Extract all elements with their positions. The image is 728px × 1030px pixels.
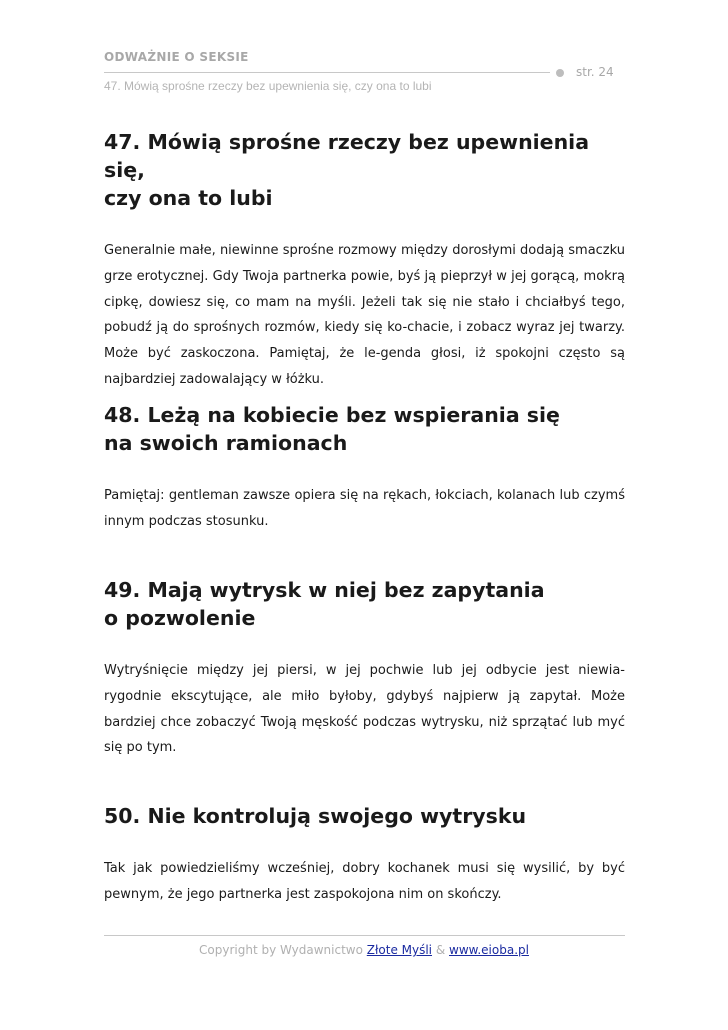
header-rule	[104, 72, 550, 73]
page-number: str. 24	[576, 65, 614, 79]
heading-line: o pozwolenie	[104, 606, 256, 630]
section-50	[104, 802, 625, 908]
running-header-title: ODWAŻNIE O SEKSIE	[104, 50, 249, 64]
section-body: Pamiętaj: gentleman zawsze opiera się na rękach, łokciach, kolanach lub czymś innym podczas stosunku.	[104, 488, 625, 529]
section-47	[104, 128, 625, 393]
section-body: Wytryśnięcie między jej piersi, w jej pochwie lub jej odbycie jest niewia-rygodnie ekscytujące, ale miło byłoby, gdybyś najpierw ją zapytał. Może bardziej chce zobaczyć Twoją męskość podczas wytrysku, niż sprzątać lub myć się po tym.	[104, 663, 625, 756]
running-header-subtitle: 47. Mówią sprośne rzeczy bez upewnienia się, czy ona to lubi	[104, 79, 432, 93]
section-heading	[104, 576, 625, 632]
site-link[interactable]: www.eioba.pl	[449, 943, 529, 957]
section-48	[104, 401, 625, 535]
heading-line: czy ona to lubi	[104, 186, 273, 210]
footer-copyright: Copyright by Wydawnictwo	[199, 943, 367, 957]
heading-line: 47. Mówią sprośne rzeczy bez upewnienia się,	[104, 130, 590, 182]
section-heading	[104, 802, 625, 830]
footer	[0, 943, 728, 957]
footer-rule	[104, 935, 625, 936]
section-body: Generalnie małe, niewinne sprośne rozmowy między dorosłymi dodają smaczku grze erotycznej. Gdy Twoja partnerka powie, byś ją pieprzył w jej gorącą, mokrą cipkę, dowiesz się, co mam na myśli. Jeżeli tak się nie stało i chciałbyś tego, pobudź ją do sprośnych rozmów, kiedy się ko-chacie, i zobacz wyraz jej twarzy. Może być zaskoczona. Pamiętaj, że le-genda głosi, iż spokojni często są najbardziej zadowalający w łóżku.	[104, 243, 625, 387]
section-49	[104, 576, 625, 761]
section-heading	[104, 128, 625, 212]
section-heading	[104, 401, 625, 457]
section-body: Tak jak powiedzieliśmy wcześniej, dobry kochanek musi się wysilić, by być pewnym, że jego partnerka jest zaspokojona nim on skończy.	[104, 861, 625, 902]
heading-line: na swoich ramionach	[104, 431, 348, 455]
heading-line: 50. Nie kontrolują swojego wytrysku	[104, 804, 527, 828]
publisher-link[interactable]: Złote Myśli	[366, 943, 433, 957]
heading-line: 49. Mają wytrysk w niej bez zapytania	[104, 578, 545, 602]
footer-amp: &	[432, 943, 450, 957]
bullet-icon	[556, 69, 564, 77]
heading-line: 48. Leżą na kobiecie bez wspierania się	[104, 403, 560, 427]
